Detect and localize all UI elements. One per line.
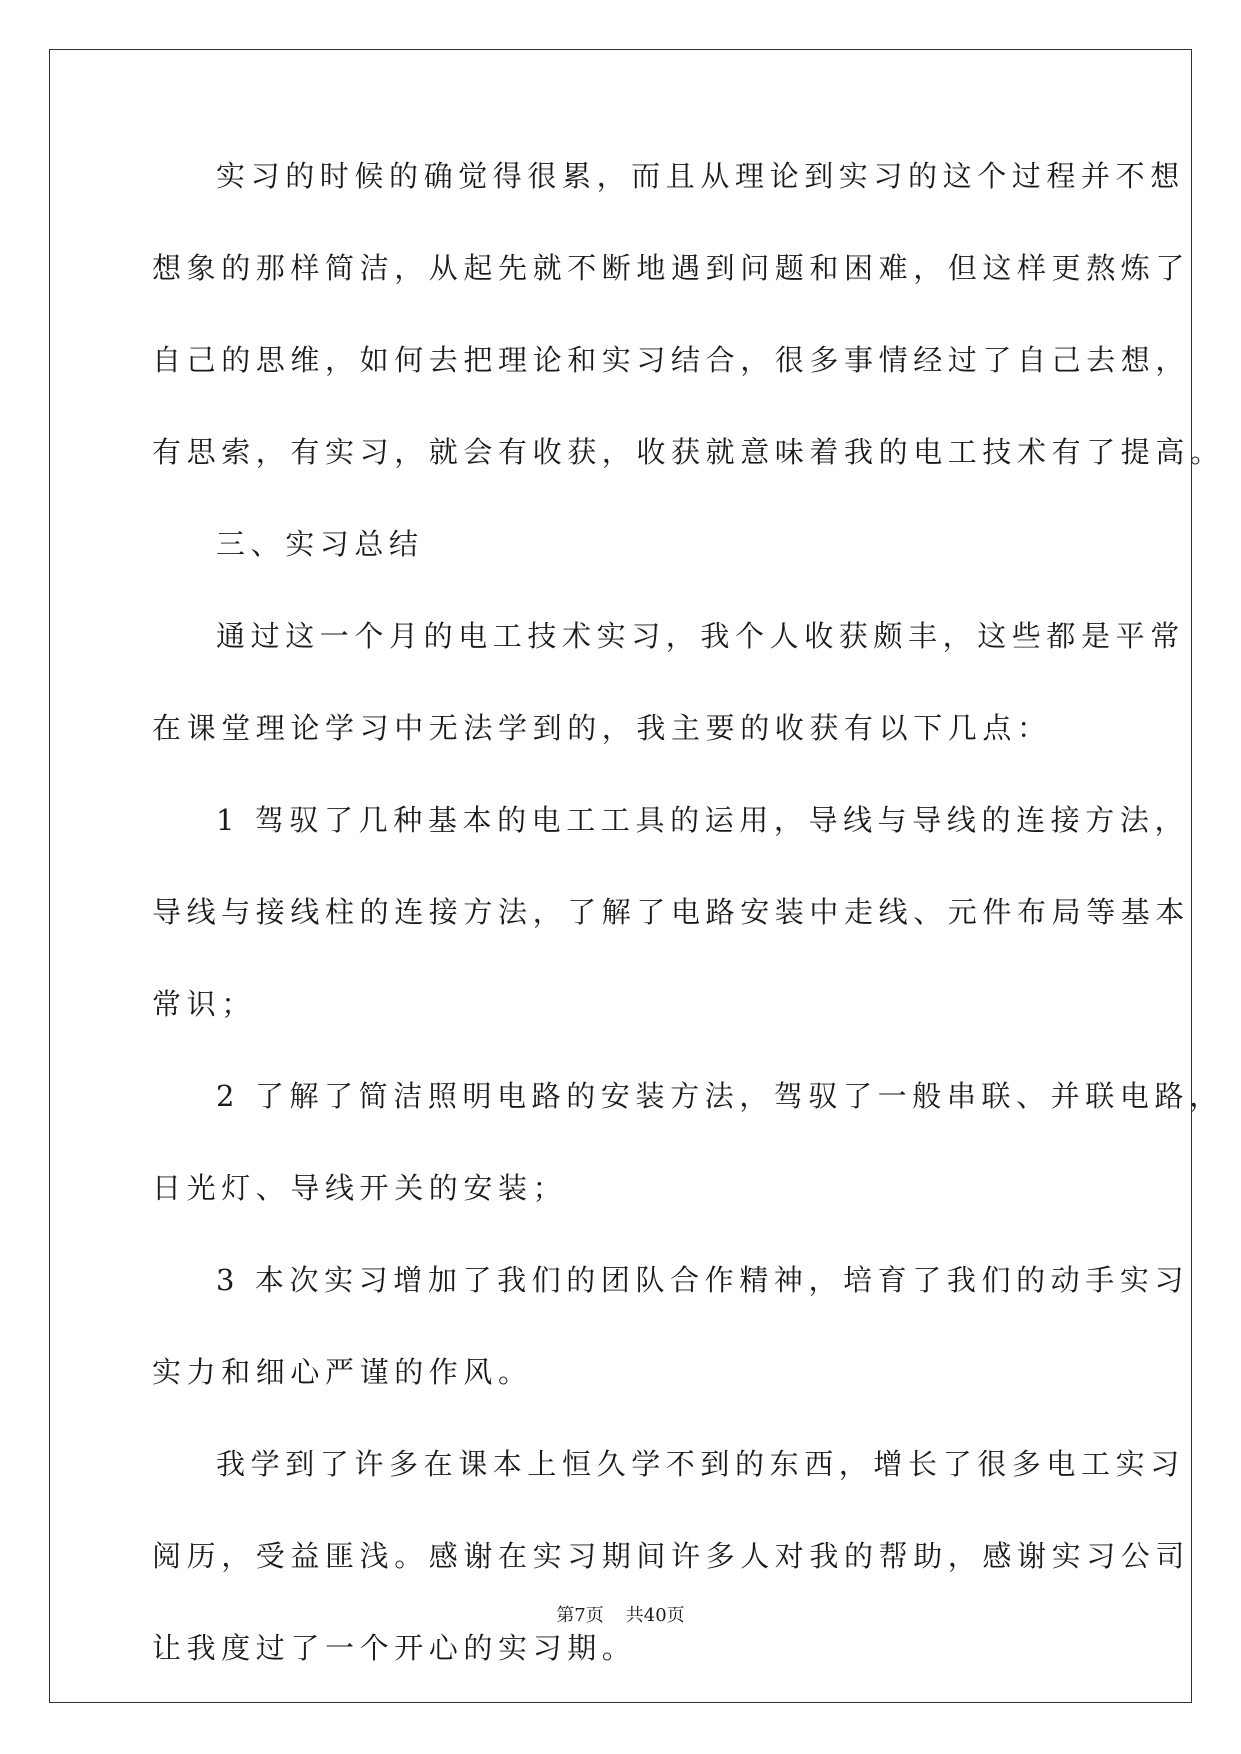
text-line: 在课堂理论学习中无法学到的，我主要的收获有以下几点：	[152, 711, 1052, 745]
page-footer	[0, 1605, 1241, 1627]
text-line: 自己的思维，如何去把理论和实习结合，很多事情经过了自己去想，	[152, 343, 1191, 377]
text-line: 导线与接线柱的连接方法，了解了电路安装中走线、元件布局等基本	[152, 895, 1191, 929]
text-line: 阅历，受益匪浅。感谢在实习期间许多人对我的帮助，感谢实习公司	[152, 1539, 1191, 1573]
page-number: 第7页	[556, 1605, 604, 1626]
text-line: 有思索，有实习，就会有收获，收获就意味着我的电工技术有了提高。	[152, 435, 1225, 469]
page-total: 共40页	[625, 1605, 685, 1626]
text-line: 实力和细心严谨的作风。	[152, 1355, 533, 1389]
text-line: 实习的时候的确觉得很累，而且从理论到实习的这个过程并不想	[216, 159, 1185, 193]
text-line: 想象的那样简洁，从起先就不断地遇到问题和困难，但这样更熬炼了	[152, 251, 1191, 285]
list-item-1: 1 驾驭了几种基本的电工工具的运用，导线与导线的连接方法，	[216, 803, 1190, 837]
document-body	[152, 159, 1225, 1724]
list-item-2: 2 了解了简洁照明电路的安装方法，驾驭了一般串联、并联电路，	[216, 1079, 1224, 1113]
text-line: 日光灯、导线开关的安装；	[152, 1171, 568, 1205]
text-line: 让我度过了一个开心的实习期。	[152, 1631, 637, 1665]
list-item-3: 3 本次实习增加了我们的团队合作精神，培育了我们的动手实习	[216, 1263, 1190, 1297]
text-line: 我学到了许多在课本上恒久学不到的东西，增长了很多电工实习	[216, 1447, 1185, 1481]
text-line: 常识；	[152, 987, 256, 1021]
text-line: 通过这一个月的电工技术实习，我个人收获颇丰，这些都是平常	[216, 619, 1185, 653]
section-heading: 三、实习总结	[216, 527, 424, 561]
